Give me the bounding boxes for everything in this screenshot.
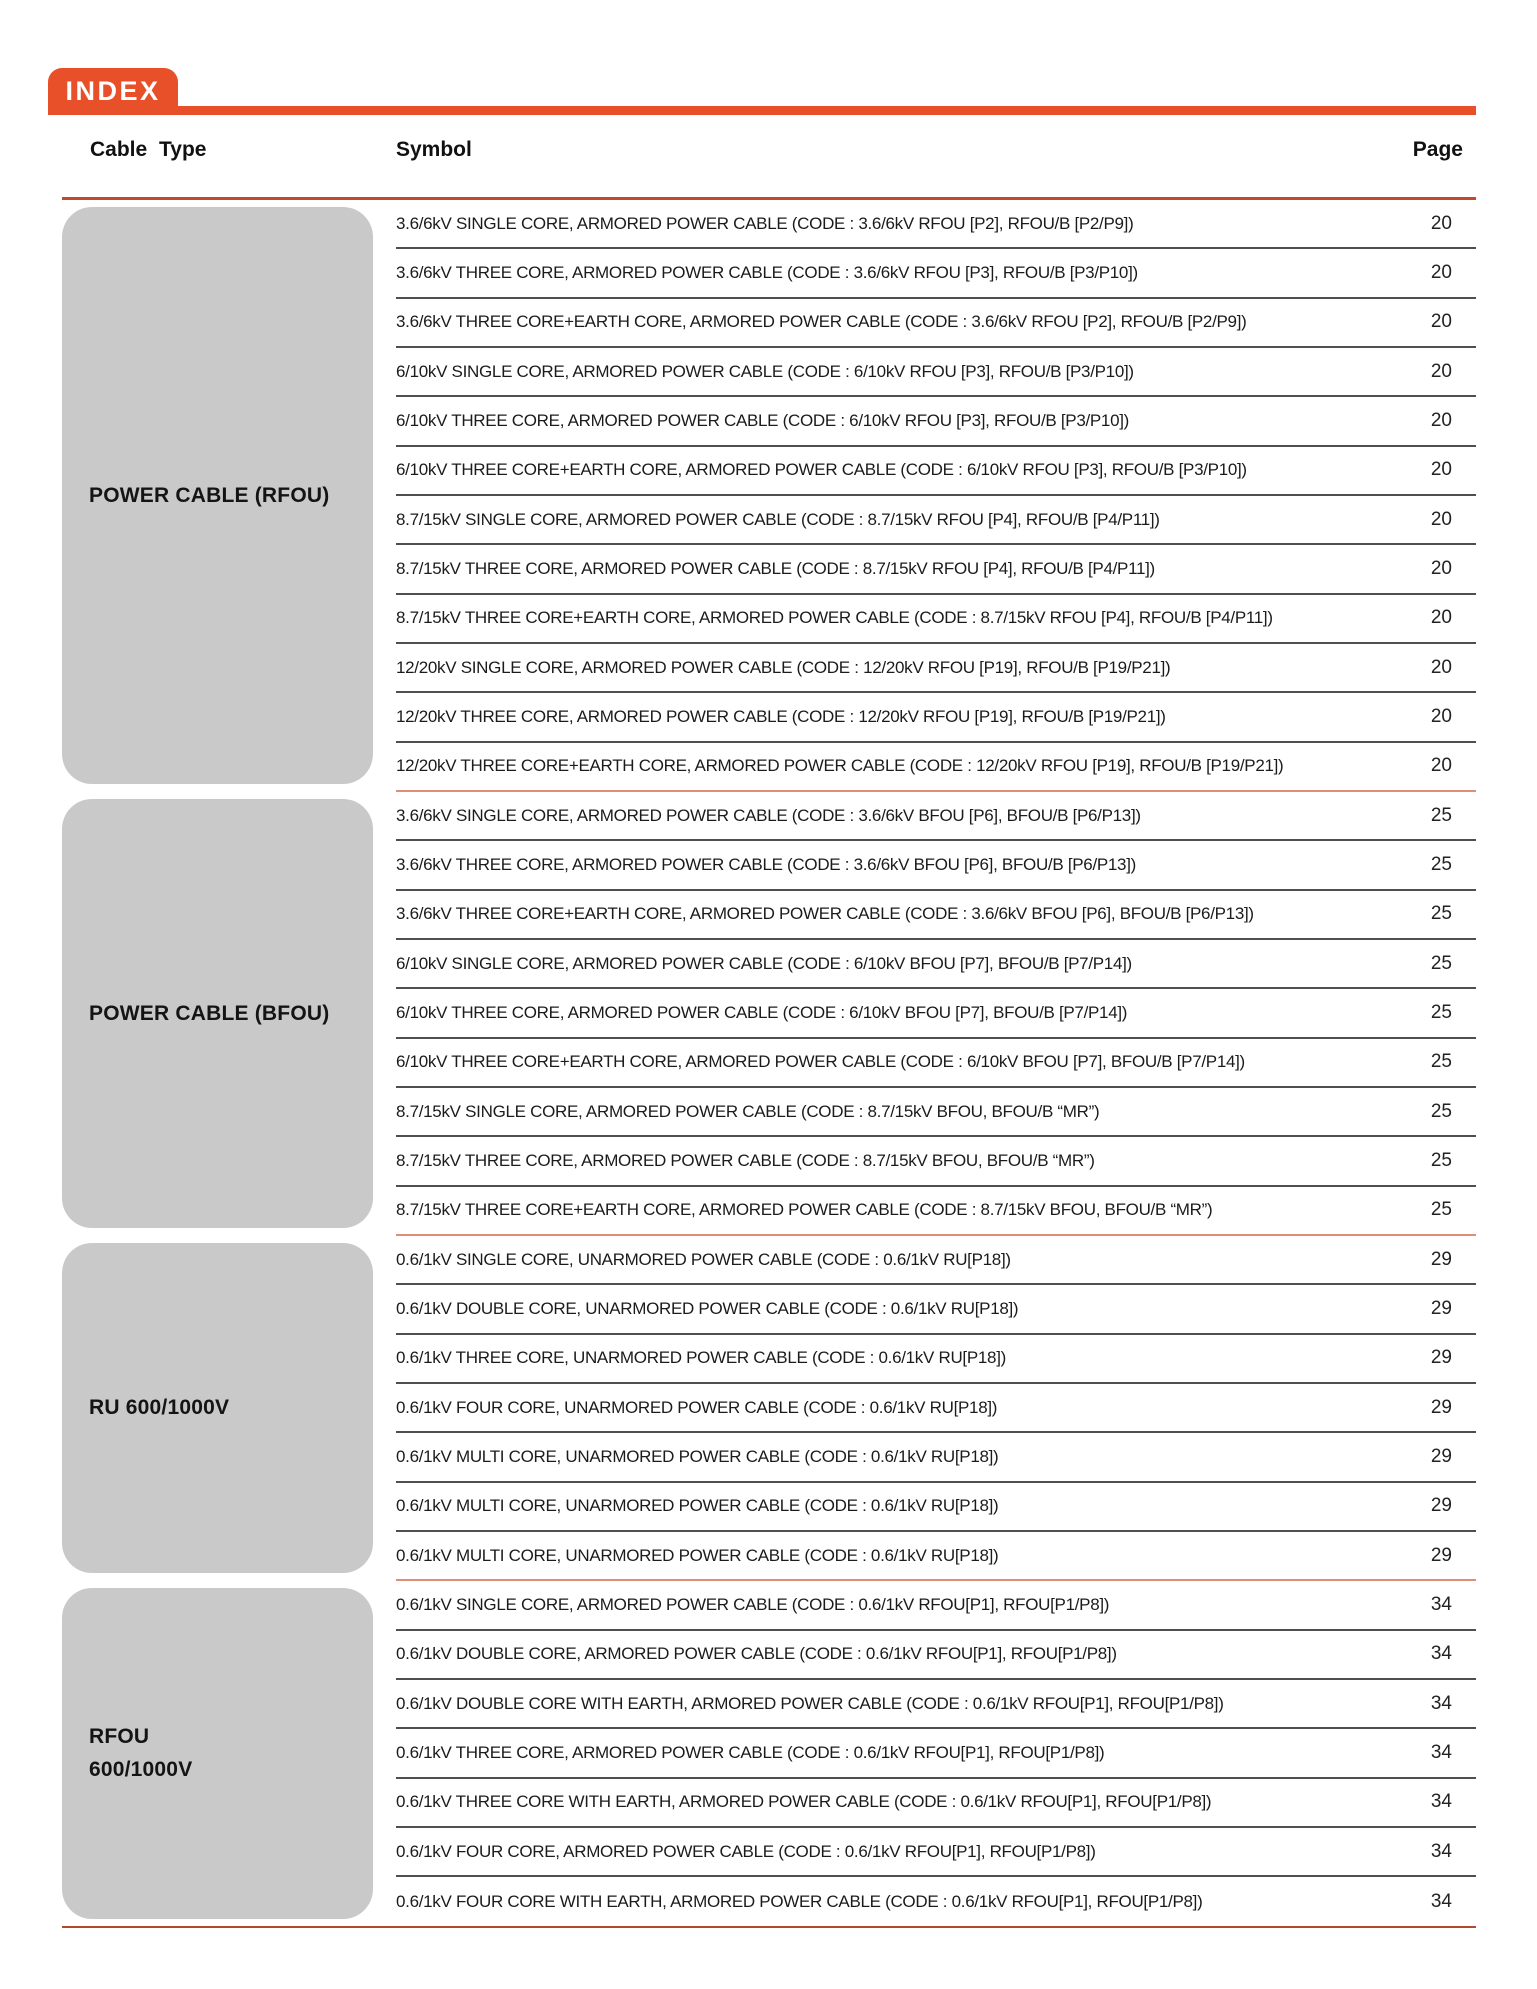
page-number: 20	[1430, 261, 1452, 283]
index-row	[396, 1433, 1476, 1482]
page-number: 20	[1430, 459, 1452, 481]
page-number: 25	[1430, 1100, 1452, 1122]
symbol-text: 8.7/15kV SINGLE CORE, ARMORED POWER CABLE (CODE : 8.7/15kV BFOU, BFOU/B “MR”)	[396, 1101, 1100, 1121]
section-rows	[396, 1236, 1476, 1581]
page-number: 25	[1430, 1149, 1452, 1171]
cable-type-label: POWER CABLE (BFOU)	[89, 1001, 330, 1025]
symbol-text: 6/10kV THREE CORE+EARTH CORE, ARMORED POWER CABLE (CODE : 6/10kV BFOU [P7], BFOU/B [P7/P14])	[396, 1052, 1245, 1072]
page-number: 29	[1430, 1495, 1452, 1517]
page-number: 34	[1430, 1890, 1452, 1912]
index-row	[396, 891, 1476, 940]
page-number: 20	[1430, 212, 1452, 234]
symbol-text: 0.6/1kV MULTI CORE, UNARMORED POWER CABLE (CODE : 0.6/1kV RU[P18])	[396, 1496, 999, 1516]
symbol-text: 0.6/1kV FOUR CORE, ARMORED POWER CABLE (CODE : 0.6/1kV RFOU[P1], RFOU[P1/P8])	[396, 1841, 1096, 1861]
cable-type-label: RFOU	[89, 1724, 150, 1748]
page-number: 34	[1430, 1692, 1452, 1714]
column-header-cable-type: Cable Type	[90, 138, 207, 161]
symbol-text: 3.6/6kV SINGLE CORE, ARMORED POWER CABLE (CODE : 3.6/6kV RFOU [P2], RFOU/B [P2/P9])	[396, 213, 1134, 233]
symbol-text: 8.7/15kV THREE CORE+EARTH CORE, ARMORED POWER CABLE (CODE : 8.7/15kV BFOU, BFOU/B “MR”)	[396, 1200, 1213, 1220]
symbol-text: 6/10kV THREE CORE, ARMORED POWER CABLE (CODE : 6/10kV BFOU [P7], BFOU/B [P7/P14])	[396, 1002, 1128, 1022]
page-number: 34	[1430, 1741, 1452, 1763]
page-number: 20	[1430, 755, 1452, 777]
cable-type-box	[62, 1243, 373, 1573]
index-row	[396, 693, 1476, 742]
index-row	[396, 1532, 1476, 1581]
index-row	[396, 1187, 1476, 1236]
index-badge-label: INDEX	[65, 76, 161, 106]
index-badge	[48, 68, 178, 115]
page-number: 20	[1430, 409, 1452, 431]
cable-type-box	[62, 799, 373, 1228]
page-number: 20	[1430, 557, 1452, 579]
index-row	[396, 299, 1476, 348]
symbol-text: 0.6/1kV SINGLE CORE, UNARMORED POWER CABLE (CODE : 0.6/1kV RU[P18])	[396, 1249, 1011, 1269]
index-row	[396, 644, 1476, 693]
symbol-text: 12/20kV SINGLE CORE, ARMORED POWER CABLE (CODE : 12/20kV RFOU [P19], RFOU/B [P19/P21])	[396, 657, 1171, 677]
page-number: 20	[1430, 311, 1452, 333]
page-number: 34	[1430, 1840, 1452, 1862]
page-number: 20	[1430, 705, 1452, 727]
index-row	[396, 1729, 1476, 1778]
section-band	[0, 792, 1537, 1236]
symbol-text: 0.6/1kV MULTI CORE, UNARMORED POWER CABLE (CODE : 0.6/1kV RU[P18])	[396, 1545, 999, 1565]
symbol-text: 0.6/1kV THREE CORE, ARMORED POWER CABLE (CODE : 0.6/1kV RFOU[P1], RFOU[P1/P8])	[396, 1742, 1105, 1762]
page-number: 29	[1430, 1396, 1452, 1418]
section-band	[0, 200, 1537, 792]
cable-type-box	[62, 207, 373, 784]
section-band	[0, 1581, 1537, 1926]
index-row	[396, 1039, 1476, 1088]
symbol-text: 3.6/6kV THREE CORE+EARTH CORE, ARMORED POWER CABLE (CODE : 3.6/6kV BFOU [P6], BFOU/B [P6/P13])	[396, 904, 1254, 924]
section-band	[0, 1236, 1537, 1581]
symbol-text: 0.6/1kV DOUBLE CORE, UNARMORED POWER CABLE (CODE : 0.6/1kV RU[P18])	[396, 1298, 1019, 1318]
page-number: 34	[1430, 1643, 1452, 1665]
symbol-text: 12/20kV THREE CORE, ARMORED POWER CABLE (CODE : 12/20kV RFOU [P19], RFOU/B [P19/P21])	[396, 706, 1166, 726]
symbol-text: 6/10kV SINGLE CORE, ARMORED POWER CABLE (CODE : 6/10kV BFOU [P7], BFOU/B [P7/P14])	[396, 953, 1132, 973]
index-row	[396, 595, 1476, 644]
symbol-text: 6/10kV THREE CORE, ARMORED POWER CABLE (CODE : 6/10kV RFOU [P3], RFOU/B [P3/P10])	[396, 410, 1130, 430]
page-number: 25	[1430, 1051, 1452, 1073]
symbol-text: 0.6/1kV FOUR CORE WITH EARTH, ARMORED POWER CABLE (CODE : 0.6/1kV RFOU[P1], RFOU[P1/P8])	[396, 1891, 1203, 1911]
cable-type-label: RU 600/1000V	[89, 1396, 230, 1420]
symbol-text: 0.6/1kV MULTI CORE, UNARMORED POWER CABLE (CODE : 0.6/1kV RU[P18])	[396, 1446, 999, 1466]
index-row	[396, 249, 1476, 298]
page-number: 20	[1430, 656, 1452, 678]
index-row	[396, 1828, 1476, 1877]
symbol-text: 0.6/1kV DOUBLE CORE, ARMORED POWER CABLE (CODE : 0.6/1kV RFOU[P1], RFOU[P1/P8])	[396, 1644, 1117, 1664]
index-row	[396, 1483, 1476, 1532]
page-number: 25	[1430, 1199, 1452, 1221]
index-accent-bar	[170, 106, 1476, 115]
page-number: 25	[1430, 952, 1452, 974]
index-row	[396, 1631, 1476, 1680]
page-number: 20	[1430, 607, 1452, 629]
symbol-text: 0.6/1kV FOUR CORE, UNARMORED POWER CABLE (CODE : 0.6/1kV RU[P18])	[396, 1397, 998, 1417]
symbol-text: 12/20kV THREE CORE+EARTH CORE, ARMORED POWER CABLE (CODE : 12/20kV RFOU [P19], RFOU/B [P19/P21])	[396, 756, 1284, 776]
page-number: 20	[1430, 508, 1452, 530]
section-rows	[396, 1581, 1476, 1926]
column-header-page: Page	[1412, 138, 1463, 161]
index-row	[396, 1680, 1476, 1729]
symbol-text: 8.7/15kV THREE CORE+EARTH CORE, ARMORED POWER CABLE (CODE : 8.7/15kV RFOU [P4], RFOU/B [P4/P11])	[396, 608, 1273, 628]
symbol-text: 0.6/1kV SINGLE CORE, ARMORED POWER CABLE (CODE : 0.6/1kV RFOU[P1], RFOU[P1/P8])	[396, 1594, 1110, 1614]
page-number: 25	[1430, 903, 1452, 925]
index-row	[396, 1384, 1476, 1433]
page-number: 25	[1430, 804, 1452, 826]
index-row	[396, 1877, 1476, 1926]
index-row	[396, 348, 1476, 397]
page-number: 20	[1430, 360, 1452, 382]
index-row	[396, 397, 1476, 446]
page-number: 34	[1430, 1593, 1452, 1615]
symbol-text: 8.7/15kV SINGLE CORE, ARMORED POWER CABLE (CODE : 8.7/15kV RFOU [P4], RFOU/B [P4/P11])	[396, 509, 1160, 529]
index-row	[396, 1285, 1476, 1334]
table-bottom-line	[62, 1926, 1476, 1928]
page-number: 25	[1430, 1001, 1452, 1023]
index-row	[396, 989, 1476, 1038]
index-row	[396, 200, 1476, 249]
index-row	[396, 1779, 1476, 1828]
symbol-text: 3.6/6kV THREE CORE+EARTH CORE, ARMORED POWER CABLE (CODE : 3.6/6kV RFOU [P2], RFOU/B [P2/P9])	[396, 312, 1247, 332]
index-row	[396, 1236, 1476, 1285]
index-row	[396, 1335, 1476, 1384]
symbol-text: 6/10kV THREE CORE+EARTH CORE, ARMORED POWER CABLE (CODE : 6/10kV RFOU [P3], RFOU/B [P3/P10])	[396, 460, 1247, 480]
index-row	[396, 841, 1476, 890]
index-row	[396, 792, 1476, 841]
index-row	[396, 1581, 1476, 1630]
symbol-text: 3.6/6kV SINGLE CORE, ARMORED POWER CABLE (CODE : 3.6/6kV BFOU [P6], BFOU/B [P6/P13])	[396, 805, 1141, 825]
index-row	[396, 545, 1476, 594]
index-row	[396, 1088, 1476, 1137]
symbol-text: 6/10kV SINGLE CORE, ARMORED POWER CABLE (CODE : 6/10kV RFOU [P3], RFOU/B [P3/P10])	[396, 361, 1134, 381]
symbol-text: 0.6/1kV DOUBLE CORE WITH EARTH, ARMORED POWER CABLE (CODE : 0.6/1kV RFOU[P1], RFOU[P1/P8])	[396, 1693, 1224, 1713]
index-row	[396, 1137, 1476, 1186]
page-number: 29	[1430, 1248, 1452, 1270]
section-rows	[396, 200, 1476, 792]
cable-type-label: POWER CABLE (RFOU)	[89, 483, 330, 507]
symbol-text: 8.7/15kV THREE CORE, ARMORED POWER CABLE (CODE : 8.7/15kV BFOU, BFOU/B “MR”)	[396, 1150, 1095, 1170]
page-number: 25	[1430, 853, 1452, 875]
symbol-text: 3.6/6kV THREE CORE, ARMORED POWER CABLE (CODE : 3.6/6kV BFOU [P6], BFOU/B [P6/P13])	[396, 854, 1136, 874]
index-row	[396, 447, 1476, 496]
index-row	[396, 496, 1476, 545]
page-number: 29	[1430, 1445, 1452, 1467]
section-rows	[396, 792, 1476, 1236]
index-table	[0, 200, 1537, 1927]
index-row	[396, 940, 1476, 989]
column-header-symbol: Symbol	[396, 138, 472, 161]
page-number: 29	[1430, 1347, 1452, 1369]
cable-type-box	[62, 1588, 373, 1918]
cable-type-label: 600/1000V	[89, 1758, 193, 1782]
symbol-text: 0.6/1kV THREE CORE WITH EARTH, ARMORED POWER CABLE (CODE : 0.6/1kV RFOU[P1], RFOU[P1/P8])	[396, 1792, 1212, 1812]
symbol-text: 0.6/1kV THREE CORE, UNARMORED POWER CABLE (CODE : 0.6/1kV RU[P18])	[396, 1348, 1006, 1368]
page-number: 29	[1430, 1544, 1452, 1566]
page-number: 29	[1430, 1297, 1452, 1319]
page-number: 34	[1430, 1791, 1452, 1813]
symbol-text: 8.7/15kV THREE CORE, ARMORED POWER CABLE (CODE : 8.7/15kV RFOU [P4], RFOU/B [P4/P11])	[396, 558, 1155, 578]
index-row	[396, 743, 1476, 792]
symbol-text: 3.6/6kV THREE CORE, ARMORED POWER CABLE (CODE : 3.6/6kV RFOU [P3], RFOU/B [P3/P10])	[396, 262, 1138, 282]
